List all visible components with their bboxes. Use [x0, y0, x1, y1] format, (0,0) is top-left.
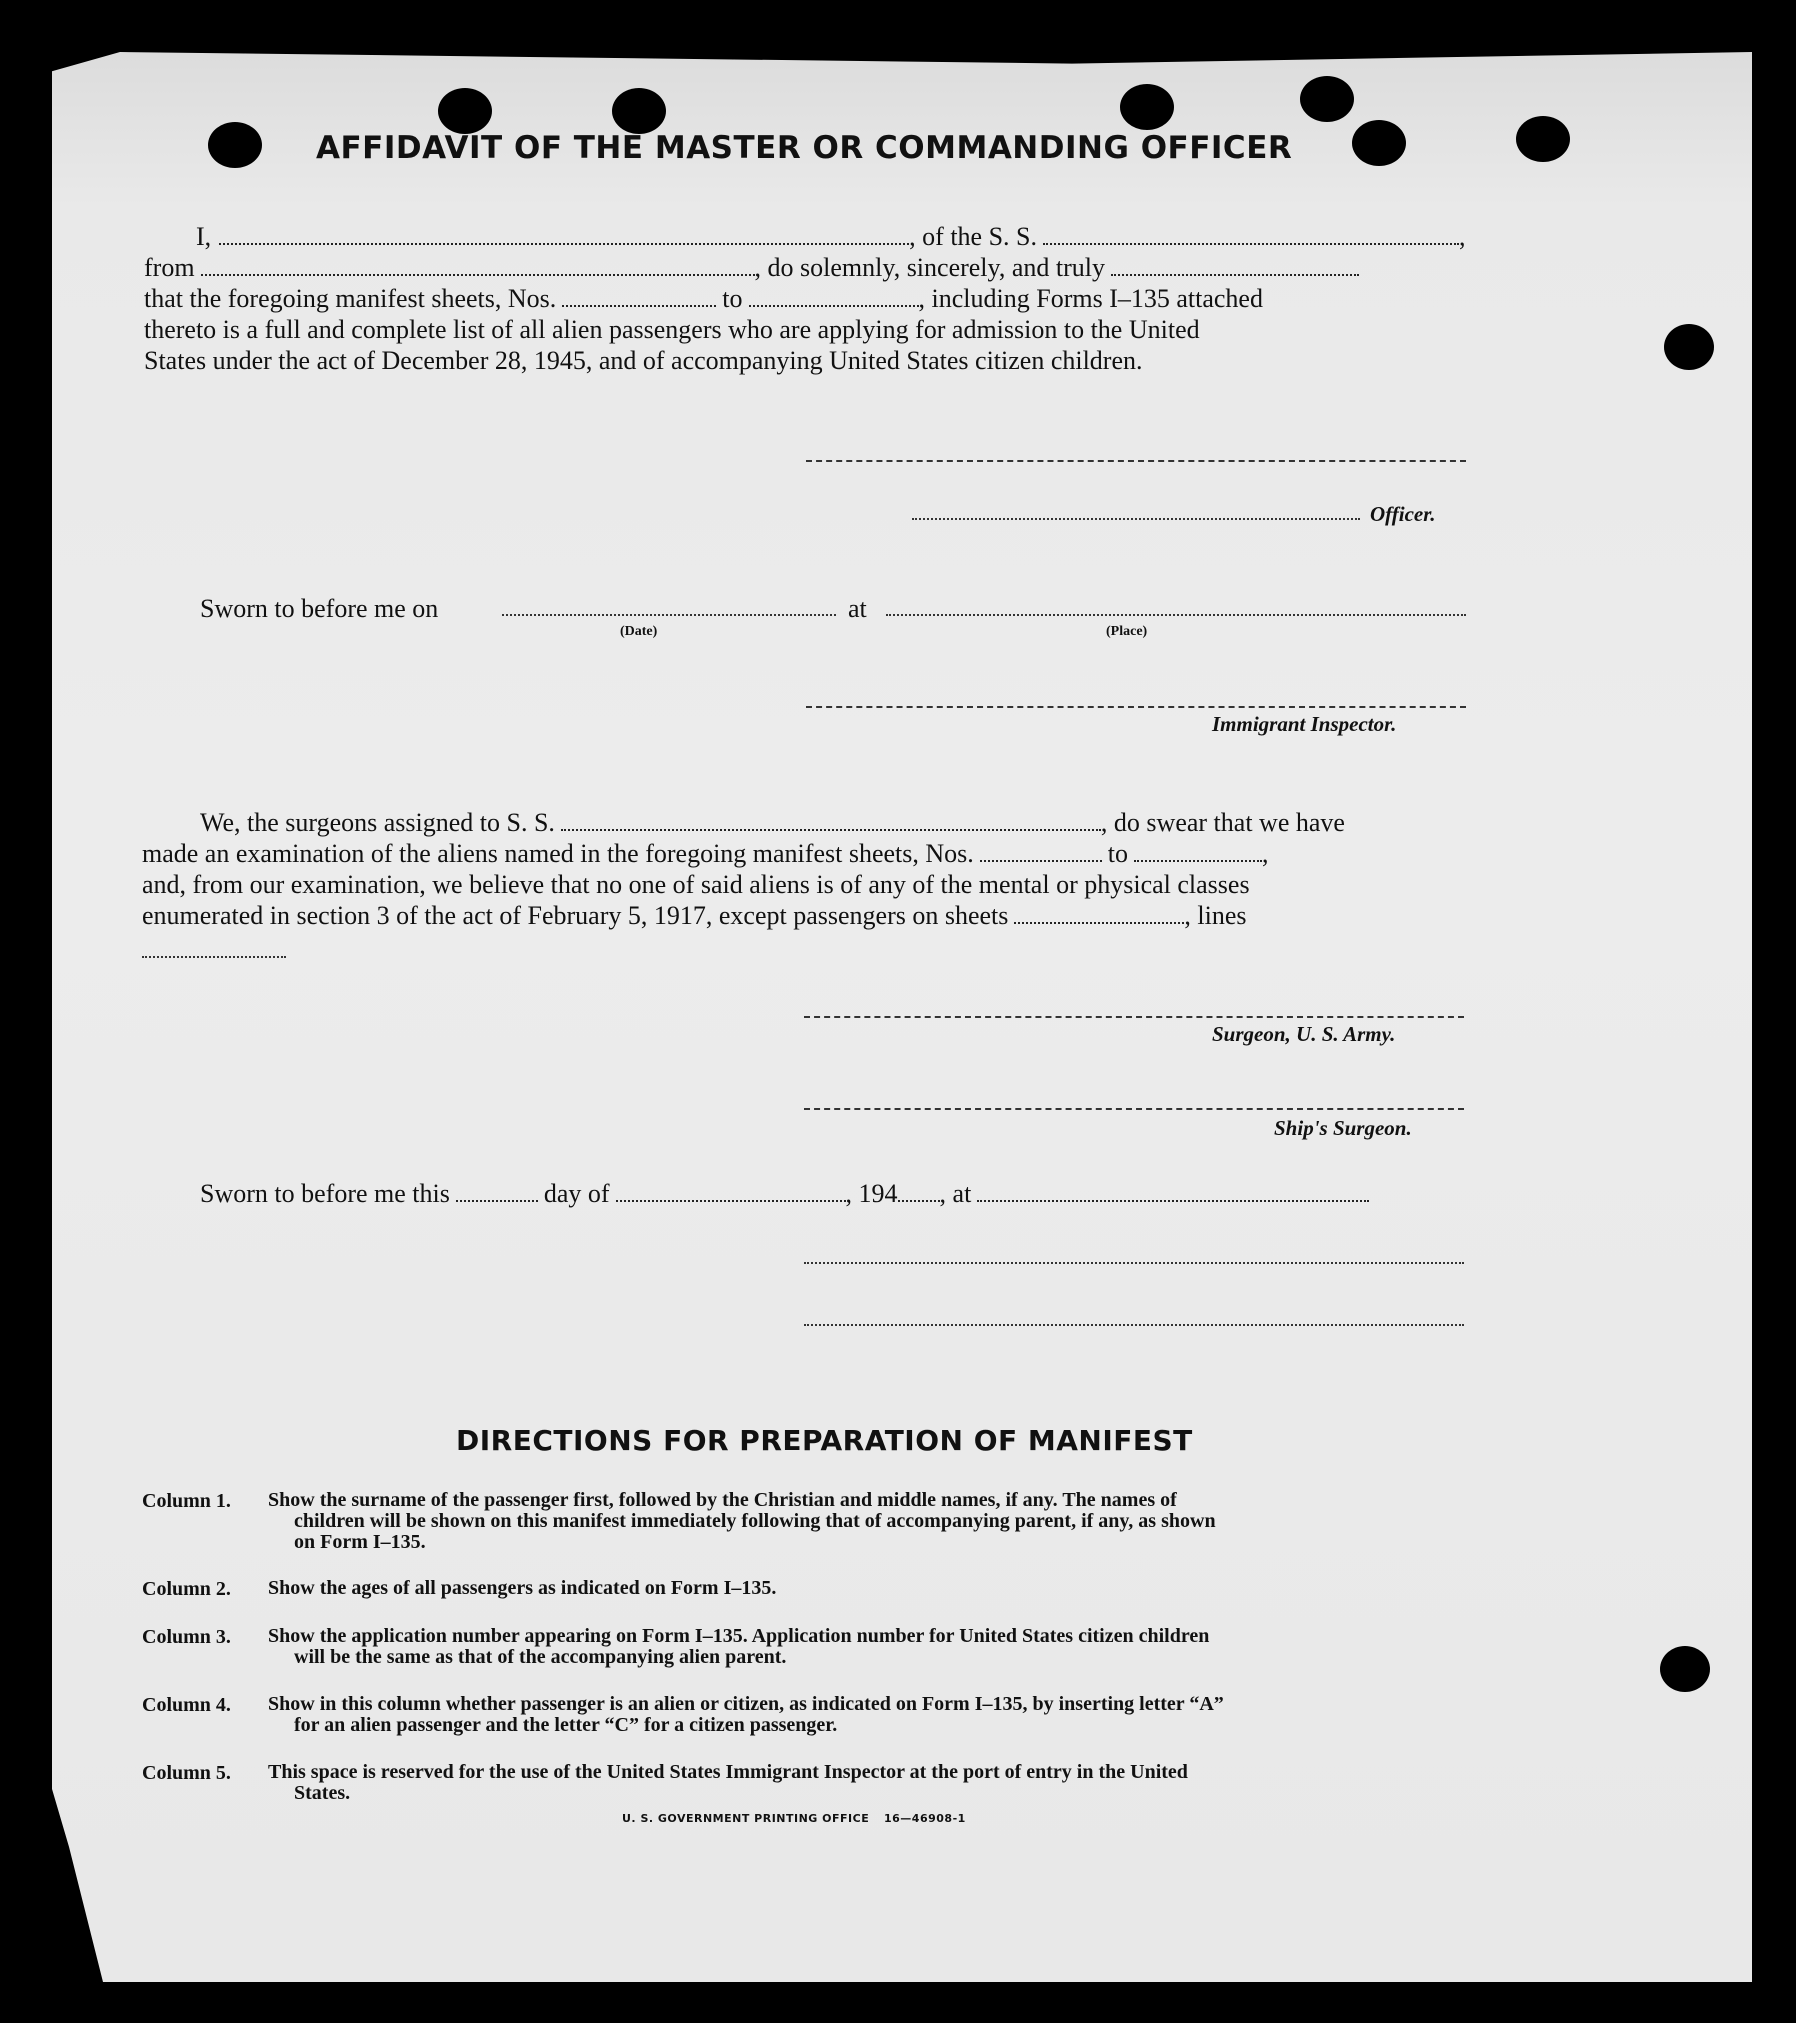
master-name-field[interactable]: [219, 243, 909, 245]
official-signature-line-2[interactable]: [804, 1324, 1464, 1326]
exam-sheet-to-field[interactable]: [1134, 860, 1262, 862]
oath-field[interactable]: [1111, 274, 1359, 276]
column-2-text: [268, 1578, 1468, 1599]
sheet-to-field[interactable]: [749, 305, 919, 307]
official-signature-line-1[interactable]: [804, 1262, 1464, 1264]
ship-name-field[interactable]: [1043, 243, 1459, 245]
ship-surgeon-label: Ship's Surgeon.: [1274, 1116, 1412, 1140]
column-1-line-2: children will be shown on this manifest immediately following that of accompanying parent, if any, as shown: [294, 1510, 1216, 1532]
form-code: 16—46908-1: [884, 1812, 966, 1825]
column-5-label: Column 5.: [142, 1762, 231, 1784]
except-lines-field[interactable]: [142, 956, 286, 958]
affidavit-line-5: States under the act of December 28, 1945, and of accompanying United States citizen children.: [144, 346, 1143, 375]
text-from: from: [144, 253, 195, 282]
officer-label: Officer.: [1370, 502, 1436, 526]
surgeons-line-4: [142, 901, 1247, 931]
text-at: , at: [939, 1179, 972, 1208]
punch-hole: [1664, 324, 1714, 370]
year-field[interactable]: [898, 1200, 940, 1202]
text-to: to: [722, 284, 743, 313]
text-foregoing: that the foregoing manifest sheets, Nos.: [144, 284, 557, 313]
officer-signature-line[interactable]: [912, 518, 1360, 520]
text-day-of: day of: [543, 1179, 610, 1208]
affidavit-title: AFFIDAVIT OF THE MASTER OR COMMANDING OFFICER: [316, 130, 1293, 166]
day-field[interactable]: [456, 1200, 538, 1202]
text-lines: , lines: [1184, 901, 1247, 930]
sheet-from-field[interactable]: [562, 305, 716, 307]
directions-title: DIRECTIONS FOR PREPARATION OF MANIFEST: [456, 1424, 1193, 1457]
column-4-label: Column 4.: [142, 1694, 231, 1716]
column-1-text: [268, 1490, 1468, 1553]
punch-hole: [1352, 120, 1406, 166]
column-1-line-1: Show the surname of the passenger first, followed by the Christian and middle names, if any. The names of: [268, 1489, 1177, 1511]
text-including: , including Forms I–135 attached: [918, 284, 1263, 313]
column-5-line-2: States.: [294, 1782, 351, 1804]
surgeons-line-1: [200, 808, 1345, 838]
column-5-text: [268, 1762, 1468, 1804]
affidavit-line-1: [196, 222, 1466, 252]
punch-hole: [1516, 116, 1570, 162]
text-swear: , do swear that we have: [1100, 808, 1345, 837]
text-i: I,: [196, 222, 212, 251]
text-comma: ,: [1459, 222, 1466, 251]
text-year: , 194: [845, 1179, 898, 1208]
punch-hole: [438, 88, 492, 134]
sworn-at-text: at: [848, 594, 867, 623]
text-of-ss: , of the S. S.: [909, 222, 1038, 251]
army-surgeon-label: Surgeon, U. S. Army.: [1212, 1022, 1396, 1046]
sworn-this-line: [200, 1179, 1375, 1209]
column-2-line-1: Show the ages of all passengers as indicated on Form I–135.: [268, 1577, 777, 1599]
punch-hole: [612, 88, 666, 134]
column-1-line-3: on Form I–135.: [294, 1531, 426, 1553]
text-sworn-this: Sworn to before me this: [200, 1179, 450, 1208]
surgeons-line-3: and, from our examination, we believe that no one of said aliens is of any of the mental or physical classes: [142, 870, 1250, 899]
column-1-label: Column 1.: [142, 1490, 231, 1512]
surgeon-ship-field[interactable]: [561, 829, 1101, 831]
except-sheets-field[interactable]: [1014, 922, 1184, 924]
column-3-text: [268, 1626, 1468, 1668]
affidavit-line-4: thereto is a full and complete list of all alien passengers who are applying for admission to the United: [144, 315, 1200, 344]
place-caption: (Place): [1106, 624, 1148, 639]
column-4-line-1: Show in this column whether passenger is an alien or citizen, as indicated on Form I–135, by inserting letter “A”: [268, 1693, 1224, 1715]
date-caption: (Date): [620, 624, 658, 639]
punch-hole: [208, 122, 262, 168]
inspector-label: Immigrant Inspector.: [1212, 712, 1397, 736]
text-examination: made an examination of the aliens named in the foregoing manifest sheets, Nos.: [142, 839, 974, 868]
month-field[interactable]: [616, 1200, 846, 1202]
inspector-signature-line[interactable]: [806, 706, 1466, 708]
column-3-label: Column 3.: [142, 1626, 231, 1648]
column-2-label: Column 2.: [142, 1578, 231, 1600]
text-comma: ,: [1262, 839, 1269, 868]
affidavit-line-2: [144, 253, 1365, 283]
sworn-place-field[interactable]: [886, 614, 1466, 616]
sworn-on-text: Sworn to before me on: [200, 594, 439, 623]
text-enumerated: enumerated in section 3 of the act of February 5, 1917, except passengers on sheets: [142, 901, 1009, 930]
place-field[interactable]: [977, 1200, 1369, 1202]
column-3-line-1: Show the application number appearing on Form I–135. Application number for United States citizen children: [268, 1625, 1210, 1647]
exam-sheet-from-field[interactable]: [980, 860, 1102, 862]
column-4-line-2: for an alien passenger and the letter “C” for a citizen passenger.: [294, 1714, 838, 1736]
from-port-field[interactable]: [201, 274, 755, 276]
column-5-line-1: This space is reserved for the use of the United States Immigrant Inspector at the port of entry in the United: [268, 1761, 1188, 1783]
text-surgeons: We, the surgeons assigned to S. S.: [200, 808, 555, 837]
printing-office-imprint: U. S. GOVERNMENT PRINTING OFFICE: [622, 1812, 870, 1825]
army-surgeon-signature-line[interactable]: [804, 1016, 1464, 1018]
punch-hole: [1300, 76, 1354, 122]
affidavit-line-3: [144, 284, 1263, 314]
punch-hole: [1120, 84, 1174, 130]
column-4-text: [268, 1694, 1468, 1736]
sworn-date-field[interactable]: [502, 614, 836, 616]
text-to: to: [1107, 839, 1128, 868]
surgeons-line-2: [142, 839, 1269, 869]
punch-hole: [1660, 1646, 1710, 1692]
master-signature-line[interactable]: [806, 460, 1466, 462]
text-solemnly: , do solemnly, sincerely, and truly: [754, 253, 1105, 282]
column-3-line-2: will be the same as that of the accompanying alien parent.: [294, 1646, 787, 1668]
ship-surgeon-signature-line[interactable]: [804, 1108, 1464, 1110]
